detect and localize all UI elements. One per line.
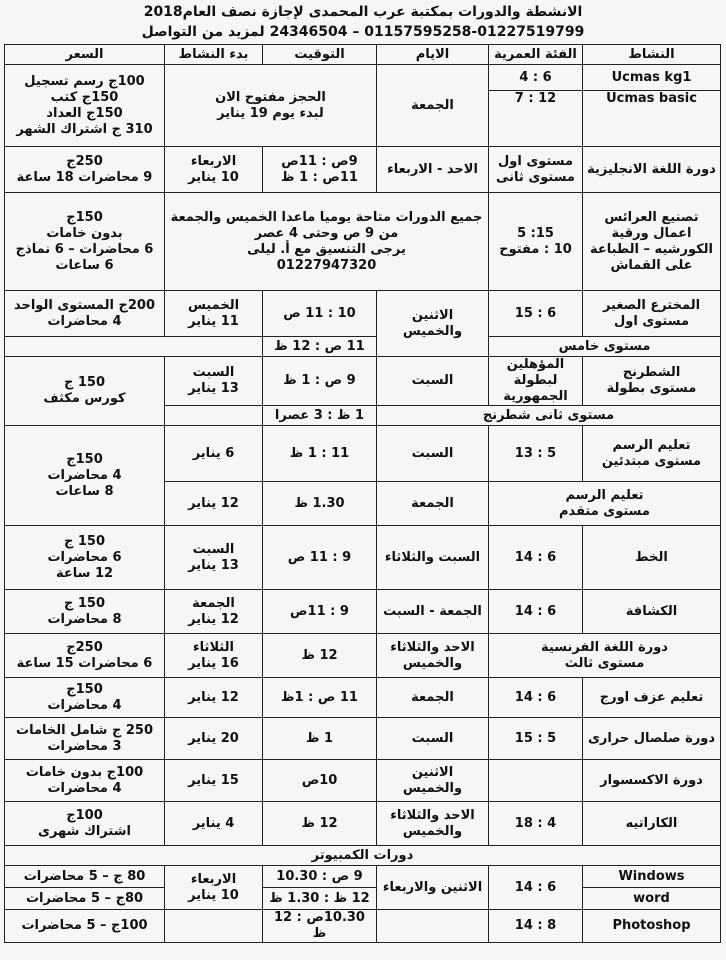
activity-karate: الكاراتيه [583, 802, 721, 846]
time-windows: 9 ص : 10.30 [263, 866, 377, 888]
activity-chess-level2: مستوى ثانى شطرنج [377, 406, 721, 426]
days-scouts: الجمعة - السبت [377, 590, 489, 634]
days-ucmas: الجمعة [377, 65, 489, 147]
table-row [5, 526, 721, 590]
age-english: مستوى اول مستوى ثانى [489, 147, 583, 193]
contact-line: لمزيد من التواصل 24346504 – 01157595258-01227519799 [141, 24, 585, 40]
price-french: 250ج 6 محاضرات 15 ساعة [5, 634, 165, 678]
days-english: الاحد - الاربعاء [377, 147, 489, 193]
age-calligraphy: 6 : 14 [489, 526, 583, 590]
activity-accessory: دورة الاكسسوار [583, 760, 721, 802]
table-row [5, 65, 721, 91]
activity-organ: تعليم عزف اورج [583, 678, 721, 718]
start-english: الاربعاء 10 يناير [165, 147, 263, 193]
start-calligraphy: السبت 13 يناير [165, 526, 263, 590]
table-row [5, 888, 721, 910]
age-computer-1: 6 : 14 [489, 866, 583, 910]
activity-crafts: تصنيع العرائس اعمال ورقية الكورشيه – الطباعة على القماش [583, 193, 721, 291]
price-chess: 150 ج كورس مكثف [5, 357, 165, 426]
activity-windows: Windows [583, 866, 721, 888]
note-crafts: جميع الدورات متاحة يوميا ماعدا الخميس والجمعة من 9 ص وحتى 4 عصر يرجى التنسيق مع أ. ليلى 01227947320 [165, 193, 489, 291]
activity-inventor: المخترع الصغير مستوى اول [583, 291, 721, 337]
activity-english: دورة اللغة الانجليزية [583, 147, 721, 193]
start-clay: 20 يناير [165, 718, 263, 760]
days-drawing-2: الجمعة [377, 482, 489, 526]
age-scouts: 6 : 14 [489, 590, 583, 634]
price-word: 80ج – 5 محاضرات [5, 888, 165, 910]
age-karate: 4 : 18 [489, 802, 583, 846]
price-ucmas: 100ج رسم تسجيل 150ج كتب 150ج العداد 310 ج اشتراك الشهر [5, 65, 165, 147]
days-organ: الجمعة [377, 678, 489, 718]
table-row [5, 866, 721, 888]
table-row [5, 678, 721, 718]
price-english: 250ج 9 محاضرات 18 ساعة [5, 147, 165, 193]
start-drawing-2: 12 يناير [165, 482, 263, 526]
table-row [5, 193, 721, 291]
start-french: الثلاثاء 16 يناير [165, 634, 263, 678]
activity-ucmas-kg1: Ucmas kg1 [583, 65, 721, 91]
price-organ: 150ج 4 محاضرات [5, 678, 165, 718]
price-karate: 100ج اشتراك شهرى [5, 802, 165, 846]
price-photoshop: 100ج – 5 محاضرات [5, 910, 165, 943]
time-word: 12 ظ : 1.30 ظ [263, 888, 377, 910]
start-chess: السبت 13 يناير [165, 357, 263, 406]
price-calligraphy: 150 ج 6 محاضرات 12 ساعة [5, 526, 165, 590]
activity-chess: الشطرنج مستوى بطولة [583, 357, 721, 406]
days-chess: السبت [377, 357, 489, 406]
age-crafts: 15: 5 10 : مفتوح [489, 193, 583, 291]
time-inventor-1: 10 : 11 ص [263, 291, 377, 337]
table-row [5, 337, 721, 357]
time-organ: 11 ص : 1ظ [263, 678, 377, 718]
age-organ: 6 : 14 [489, 678, 583, 718]
col-price: السعر [5, 45, 165, 65]
activity-inventor-level5: مستوى خامس [489, 337, 721, 357]
time-scouts: 9 : 11ص [263, 590, 377, 634]
col-days: الايام [377, 45, 489, 65]
time-english: 9ص : 11ص 11ص : 1 ظ [263, 147, 377, 193]
activity-ucmas-basic: Ucmas basic [583, 91, 721, 147]
time-photoshop: 10.30ص : 12 ظ [263, 910, 377, 943]
age-inventor: 6 : 15 [489, 291, 583, 337]
table-row [5, 590, 721, 634]
activity-photoshop: Photoshop [583, 910, 721, 943]
table-row [5, 846, 721, 866]
age-computer-2: 8 : 14 [489, 910, 583, 943]
activity-scouts: الكشافة [583, 590, 721, 634]
table-row [5, 760, 721, 802]
days-french: الاحد والثلاثاء والخميس [377, 634, 489, 678]
phone-mobiles: 01157595258-01227519799 [364, 24, 585, 40]
start-organ: 12 يناير [165, 678, 263, 718]
start-accessory: 15 يناير [165, 760, 263, 802]
note-ucmas: الحجز مفتوح الان لبدء يوم 19 يناير [165, 65, 377, 147]
price-inventor: 200ج المستوى الواحد 4 محاضرات [5, 291, 165, 337]
section-computer: دورات الكمبيوتر [5, 846, 721, 866]
phone-landline: 24346504 [269, 24, 348, 40]
age-drawing: 5 : 13 [489, 426, 583, 482]
start-drawing-1: 6 يناير [165, 426, 263, 482]
activity-drawing-advanced: تعليم الرسم مستوى متقدم [489, 482, 721, 526]
col-age: الفئة العمرية [489, 45, 583, 65]
activity-french: دورة اللغة الفرنسية مستوى ثالث [489, 634, 721, 678]
activities-table [4, 44, 721, 943]
time-clay: 1 ظ [263, 718, 377, 760]
price-drawing: 150ج 4 محاضرات 8 ساعات [5, 426, 165, 526]
contact-prefix: لمزيد من التواصل [141, 24, 265, 40]
days-accessory: الاثنين والخميس [377, 760, 489, 802]
table-row [5, 147, 721, 193]
days-clay: السبت [377, 718, 489, 760]
age-ucmas-basic: 12 : 7 [489, 91, 583, 147]
time-accessory: 10ص [263, 760, 377, 802]
time-inventor-2: 11 ص : 12 ظ [263, 337, 377, 357]
table-row [5, 802, 721, 846]
price-windows: 80 ج – 5 محاضرات [5, 866, 165, 888]
time-calligraphy: 9 : 11 ص [263, 526, 377, 590]
activity-clay: دورة صلصال حرارى [583, 718, 721, 760]
time-chess-2: 1 ظ : 3 عصرا [263, 406, 377, 426]
table-row [5, 634, 721, 678]
start-inventor: الخميس 11 يناير [165, 291, 263, 337]
time-drawing-2: 1.30 ظ [263, 482, 377, 526]
days-calligraphy: السبت والثلاثاء [377, 526, 489, 590]
days-drawing-1: السبت [377, 426, 489, 482]
days-computer: الاثنين والاربعاء [377, 866, 489, 910]
price-clay: 250 ج شامل الخامات 3 محاضرات [5, 718, 165, 760]
time-french: 12 ظ [263, 634, 377, 678]
age-chess: المؤهلين لبطولة الجمهورية [489, 357, 583, 406]
age-clay: 5 : 15 [489, 718, 583, 760]
price-scouts: 150 ج 8 محاضرات [5, 590, 165, 634]
col-start: بدء النشاط [165, 45, 263, 65]
price-crafts: 150ج بدون خامات 6 محاضرات – 6 نماذج 6 ساعات [5, 193, 165, 291]
page-title: الانشطة والدورات بمكتبة عرب المحمدى لإجازة نصف العام2018 [143, 4, 583, 20]
table-row [5, 357, 721, 406]
col-activity: النشاط [583, 45, 721, 65]
table-header-row [5, 45, 721, 65]
activity-drawing-beginner: تعليم الرسم مستوى مبتدئين [583, 426, 721, 482]
col-time: التوقيت [263, 45, 377, 65]
table-row [5, 910, 721, 943]
price-accessory: 100ج بدون خامات 4 محاضرات [5, 760, 165, 802]
time-chess-1: 9 ص : 1 ظ [263, 357, 377, 406]
time-drawing-1: 11 : 1 ظ [263, 426, 377, 482]
table-row [5, 718, 721, 760]
activity-word: word [583, 888, 721, 910]
activity-calligraphy: الخط [583, 526, 721, 590]
days-inventor: الاثنين والخميس [377, 291, 489, 357]
age-ucmas-kg1: 6 : 4 [489, 65, 583, 91]
start-computer: الاربعاء 10 يناير [165, 866, 263, 910]
time-karate: 12 ظ [263, 802, 377, 846]
days-karate: الاحد والثلاثاء والخميس [377, 802, 489, 846]
table-row [5, 426, 721, 482]
table-row [5, 291, 721, 337]
start-karate: 4 يناير [165, 802, 263, 846]
start-scouts: الجمعة 12 يناير [165, 590, 263, 634]
